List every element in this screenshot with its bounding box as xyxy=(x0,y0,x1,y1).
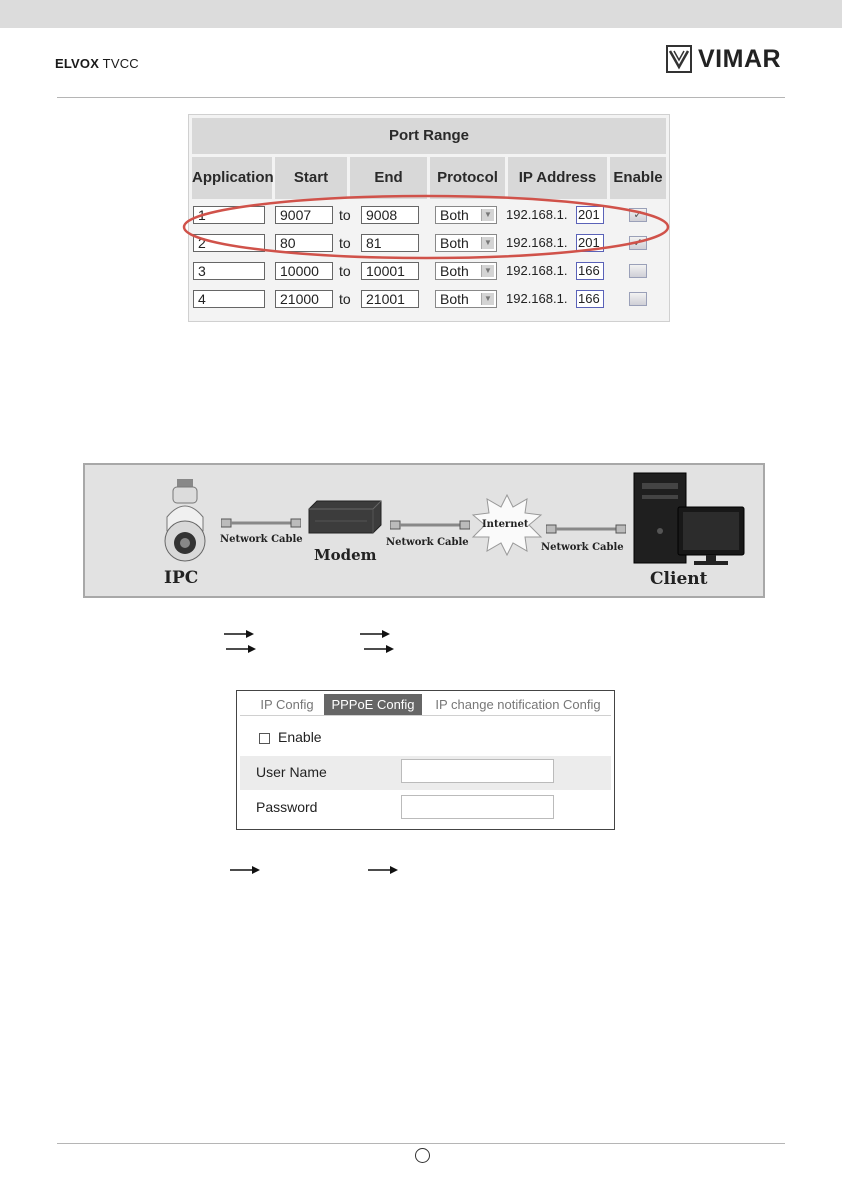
arrow-right-icon xyxy=(230,866,260,874)
arrow-right-icon xyxy=(360,630,390,638)
tab-ip-change-notification-config[interactable]: IP change notification Config xyxy=(435,697,601,712)
tab-ip-config[interactable]: IP Config xyxy=(260,697,314,712)
ip-last-octet-field[interactable]: 166 xyxy=(576,262,604,280)
to-label: to xyxy=(339,235,351,251)
protocol-select[interactable]: Both ▼ xyxy=(435,234,497,252)
dropdown-arrow-icon: ▼ xyxy=(481,293,494,305)
internet-label: Internet xyxy=(482,519,529,530)
language-badge-circle xyxy=(415,1148,430,1163)
dropdown-arrow-icon: ▼ xyxy=(481,237,494,249)
ip-last-octet-field[interactable]: 166 xyxy=(576,290,604,308)
application-field[interactable]: 3 xyxy=(193,262,265,280)
header-rule xyxy=(57,97,785,98)
highlight-ellipse xyxy=(180,190,680,270)
end-port-field[interactable]: 9008 xyxy=(361,206,419,224)
vimar-logo-text: VIMAR xyxy=(698,44,782,73)
tab-divider xyxy=(240,715,611,716)
application-field[interactable]: 2 xyxy=(193,234,265,252)
ip-last-octet-field[interactable]: 201 xyxy=(576,234,604,252)
start-port-field[interactable]: 10000 xyxy=(275,262,333,280)
cable-label-3: Network Cable xyxy=(541,542,624,553)
arrow-right-icon xyxy=(364,645,394,653)
top-bar xyxy=(0,0,842,28)
ip-prefix: 192.168.1. xyxy=(506,291,568,306)
tab-pppoe-config[interactable]: PPPoE Config xyxy=(324,694,422,715)
dropdown-arrow-icon: ▼ xyxy=(481,265,494,277)
to-label: to xyxy=(339,263,351,279)
checkmark-icon: ✓ xyxy=(633,237,643,249)
cable-label-1: Network Cable xyxy=(220,534,303,545)
password-label: Password xyxy=(256,799,318,815)
enable-label: Enable xyxy=(278,729,322,745)
footer-rule xyxy=(57,1143,785,1144)
application-field[interactable]: 1 xyxy=(193,206,265,224)
port-range-title: Port Range xyxy=(192,118,666,154)
modem-icon xyxy=(307,499,383,539)
dome-camera-icon xyxy=(163,479,207,565)
arrow-right-icon xyxy=(226,645,256,653)
ip-prefix: 192.168.1. xyxy=(506,207,568,222)
network-diagram xyxy=(83,463,765,598)
column-header-application: Application xyxy=(192,157,272,199)
user-name-input[interactable] xyxy=(401,759,554,783)
dropdown-arrow-icon: ▼ xyxy=(481,209,494,221)
pppoe-config-panel xyxy=(236,690,615,830)
to-label: to xyxy=(339,207,351,223)
end-port-field[interactable]: 10001 xyxy=(361,262,419,280)
application-field[interactable]: 4 xyxy=(193,290,265,308)
start-port-field[interactable]: 21000 xyxy=(275,290,333,308)
protocol-select[interactable]: Both ▼ xyxy=(435,262,497,280)
enable-checkbox[interactable] xyxy=(259,733,270,744)
brand-elvox-tvcc: ELVOX TVCC xyxy=(55,56,139,71)
protocol-select[interactable]: Both ▼ xyxy=(435,206,497,224)
cable-label-2: Network Cable xyxy=(386,537,469,548)
network-cable-icon xyxy=(221,517,301,529)
column-header-enable: Enable xyxy=(610,157,666,199)
start-port-field[interactable]: 9007 xyxy=(275,206,333,224)
ip-prefix: 192.168.1. xyxy=(506,235,568,250)
ip-last-octet-field[interactable]: 201 xyxy=(576,206,604,224)
ipc-label: IPC xyxy=(164,568,199,588)
vimar-logo xyxy=(666,44,781,74)
network-cable-icon xyxy=(546,523,626,535)
user-name-label: User Name xyxy=(256,764,327,780)
end-port-field[interactable]: 21001 xyxy=(361,290,419,308)
client-label: Client xyxy=(650,569,708,589)
enable-checkbox[interactable] xyxy=(629,292,647,306)
modem-label: Modem xyxy=(314,546,377,564)
start-port-field[interactable]: 80 xyxy=(275,234,333,252)
client-computer-icon xyxy=(630,471,746,567)
arrow-right-icon xyxy=(368,866,398,874)
to-label: to xyxy=(339,291,351,307)
ip-prefix: 192.168.1. xyxy=(506,263,568,278)
arrow-right-icon xyxy=(224,630,254,638)
vimar-emblem-icon xyxy=(666,45,692,73)
checkmark-icon: ✓ xyxy=(633,209,643,221)
password-input[interactable] xyxy=(401,795,554,819)
column-header-end: End xyxy=(350,157,427,199)
column-header-ip-address: IP Address xyxy=(508,157,607,199)
protocol-select[interactable]: Both ▼ xyxy=(435,290,497,308)
column-header-protocol: Protocol xyxy=(430,157,505,199)
network-cable-icon xyxy=(390,519,470,531)
end-port-field[interactable]: 81 xyxy=(361,234,419,252)
column-header-start: Start xyxy=(275,157,347,199)
